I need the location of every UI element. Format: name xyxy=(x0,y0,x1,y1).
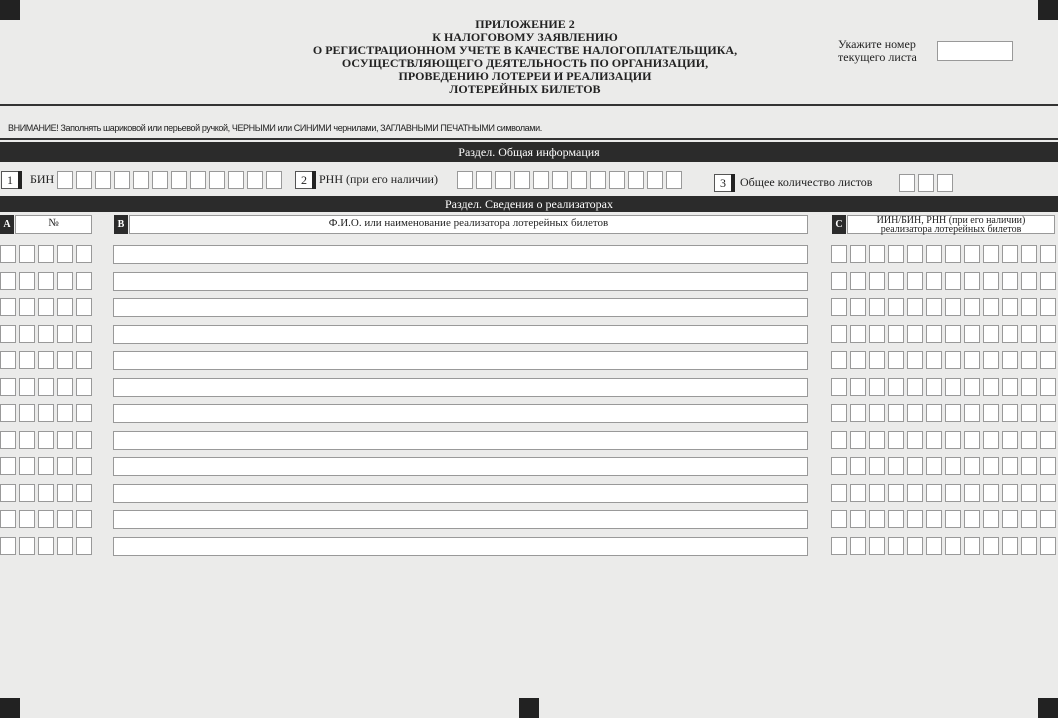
seller-id-cell[interactable] xyxy=(1002,351,1018,369)
seller-id-cell[interactable] xyxy=(945,298,961,316)
column-c-header xyxy=(847,215,1055,234)
seller-id-cell[interactable] xyxy=(983,484,999,502)
title-line: ПРИЛОЖЕНИЕ 2 xyxy=(475,17,575,31)
seller-id-cell[interactable] xyxy=(964,484,980,502)
seller-id-cell[interactable] xyxy=(831,404,847,422)
row-number-cell[interactable] xyxy=(57,537,73,555)
row-number-cell[interactable] xyxy=(38,378,54,396)
seller-id-cell[interactable] xyxy=(1040,510,1056,528)
sheets-count-cell[interactable] xyxy=(937,174,953,192)
seller-id-cell[interactable] xyxy=(850,484,866,502)
seller-id-cell[interactable] xyxy=(869,325,885,343)
seller-id-cell[interactable] xyxy=(983,298,999,316)
row-number-cell[interactable] xyxy=(0,272,16,290)
seller-id-cell[interactable] xyxy=(1040,537,1056,555)
seller-id-cell[interactable] xyxy=(1021,351,1037,369)
seller-id-cell[interactable] xyxy=(964,378,980,396)
row-number-cell[interactable] xyxy=(0,325,16,343)
rnn-cell[interactable] xyxy=(495,171,511,189)
row-number-cell[interactable] xyxy=(57,431,73,449)
seller-id-cell[interactable] xyxy=(926,404,942,422)
rnn-cell[interactable] xyxy=(571,171,587,189)
seller-id-cell[interactable] xyxy=(869,351,885,369)
seller-id-cell[interactable] xyxy=(983,431,999,449)
seller-id-cell[interactable] xyxy=(831,484,847,502)
warning-text: ВНИМАНИЕ! Заполнять шариковой или перьевой ручкой, ЧЕРНЫМИ или СИНИМИ чернилами, ЗАГЛАВНЫМИ ПЕЧАТНЫМИ символами. xyxy=(8,123,542,133)
row-number-cell[interactable] xyxy=(76,484,92,502)
row-number-cell[interactable] xyxy=(38,431,54,449)
row-number-cell[interactable] xyxy=(38,457,54,475)
seller-id-cell[interactable] xyxy=(983,272,999,290)
seller-id-cell[interactable] xyxy=(926,325,942,343)
bin-cell[interactable] xyxy=(114,171,130,189)
seller-id-cell[interactable] xyxy=(945,431,961,449)
column-b-marker: B xyxy=(114,215,128,234)
seller-id-cell[interactable] xyxy=(888,404,904,422)
seller-id-cell[interactable] xyxy=(926,272,942,290)
seller-id-cell[interactable] xyxy=(1040,351,1056,369)
row-number-cell[interactable] xyxy=(57,404,73,422)
seller-id-cell[interactable] xyxy=(1002,378,1018,396)
seller-id-cell[interactable] xyxy=(1021,245,1037,263)
title-line: ПРОВЕДЕНИЮ ЛОТЕРЕИ И РЕАЛИЗАЦИИ xyxy=(398,69,652,83)
seller-id-cell[interactable] xyxy=(1040,298,1056,316)
seller-id-cell[interactable] xyxy=(964,404,980,422)
seller-name-field[interactable] xyxy=(113,537,808,556)
seller-id-cell[interactable] xyxy=(1040,378,1056,396)
seller-id-cell[interactable] xyxy=(831,325,847,343)
row-number-cell[interactable] xyxy=(19,431,35,449)
seller-id-cell[interactable] xyxy=(831,298,847,316)
row-number-cell[interactable] xyxy=(19,457,35,475)
bin-label: БИН xyxy=(30,172,55,186)
bin-cell[interactable] xyxy=(190,171,206,189)
seller-id-cell[interactable] xyxy=(907,510,923,528)
field-number-1: 1 xyxy=(1,171,19,189)
seller-id-cell[interactable] xyxy=(1040,325,1056,343)
seller-name-field[interactable] xyxy=(113,378,808,397)
seller-name-field[interactable] xyxy=(113,298,808,317)
seller-id-cell[interactable] xyxy=(850,272,866,290)
row-number-cell[interactable] xyxy=(19,298,35,316)
corner-marker-top-left xyxy=(0,0,20,20)
section-general-header: Раздел. Общая информация xyxy=(0,142,1058,162)
bin-cell[interactable] xyxy=(266,171,282,189)
seller-name-field[interactable] xyxy=(113,272,808,291)
seller-id-cell[interactable] xyxy=(907,325,923,343)
seller-id-cell[interactable] xyxy=(907,351,923,369)
seller-id-cell[interactable] xyxy=(869,272,885,290)
column-a-header: № xyxy=(15,215,92,234)
row-number-cell[interactable] xyxy=(19,404,35,422)
seller-id-cell[interactable] xyxy=(945,404,961,422)
seller-name-field[interactable] xyxy=(113,245,808,264)
row-number-cell[interactable] xyxy=(57,272,73,290)
seller-id-cell[interactable] xyxy=(926,537,942,555)
seller-id-cell[interactable] xyxy=(907,457,923,475)
rnn-label: РНН (при его наличии) xyxy=(319,172,438,186)
seller-id-cell[interactable] xyxy=(964,298,980,316)
sheet-number-field[interactable] xyxy=(937,41,1013,61)
field-number-3: 3 xyxy=(714,174,732,192)
seller-id-cell[interactable] xyxy=(888,245,904,263)
rnn-cell[interactable] xyxy=(514,171,530,189)
seller-name-field[interactable] xyxy=(113,325,808,344)
row-number-cell[interactable] xyxy=(0,351,16,369)
seller-name-field[interactable] xyxy=(113,510,808,529)
seller-id-cell[interactable] xyxy=(850,351,866,369)
bin-cell[interactable] xyxy=(152,171,168,189)
seller-id-cell[interactable] xyxy=(1002,484,1018,502)
row-number-cell[interactable] xyxy=(76,325,92,343)
seller-id-cell[interactable] xyxy=(850,431,866,449)
seller-id-cell[interactable] xyxy=(888,431,904,449)
seller-id-cell[interactable] xyxy=(869,378,885,396)
seller-id-cell[interactable] xyxy=(888,484,904,502)
seller-id-cell[interactable] xyxy=(869,537,885,555)
seller-id-cell[interactable] xyxy=(888,457,904,475)
row-number-cell[interactable] xyxy=(76,457,92,475)
seller-id-cell[interactable] xyxy=(964,537,980,555)
seller-id-cell[interactable] xyxy=(831,245,847,263)
row-number-cell[interactable] xyxy=(0,298,16,316)
bin-cell[interactable] xyxy=(76,171,92,189)
seller-id-cell[interactable] xyxy=(1021,325,1037,343)
seller-id-cell[interactable] xyxy=(945,351,961,369)
sheet-label-line: текущего листа xyxy=(838,50,917,64)
seller-id-cell[interactable] xyxy=(1002,325,1018,343)
rnn-cell[interactable] xyxy=(457,171,473,189)
seller-id-cell[interactable] xyxy=(888,378,904,396)
seller-id-cell[interactable] xyxy=(869,404,885,422)
row-number-cell[interactable] xyxy=(0,510,16,528)
seller-id-cell[interactable] xyxy=(1040,272,1056,290)
seller-id-cell[interactable] xyxy=(907,272,923,290)
seller-id-cell[interactable] xyxy=(1021,484,1037,502)
seller-id-cell[interactable] xyxy=(926,457,942,475)
row-number-cell[interactable] xyxy=(19,484,35,502)
form-title xyxy=(300,18,750,96)
seller-id-cell[interactable] xyxy=(850,510,866,528)
seller-id-cell[interactable] xyxy=(869,510,885,528)
row-number-cell[interactable] xyxy=(0,457,16,475)
row-number-cell[interactable] xyxy=(38,298,54,316)
seller-id-cell[interactable] xyxy=(907,484,923,502)
row-number-cell[interactable] xyxy=(57,298,73,316)
seller-name-field[interactable] xyxy=(113,484,808,503)
seller-id-cell[interactable] xyxy=(983,510,999,528)
row-number-cell[interactable] xyxy=(57,484,73,502)
bin-cell[interactable] xyxy=(228,171,244,189)
row-number-cell[interactable] xyxy=(19,325,35,343)
seller-id-cell[interactable] xyxy=(831,510,847,528)
seller-id-cell[interactable] xyxy=(926,245,942,263)
seller-id-cell[interactable] xyxy=(907,378,923,396)
title-line: ЛОТЕРЕЙНЫХ БИЛЕТОВ xyxy=(449,82,601,96)
seller-id-cell[interactable] xyxy=(831,457,847,475)
bin-cell[interactable] xyxy=(133,171,149,189)
seller-id-cell[interactable] xyxy=(983,457,999,475)
seller-id-cell[interactable] xyxy=(983,245,999,263)
seller-id-cell[interactable] xyxy=(850,298,866,316)
seller-name-field[interactable] xyxy=(113,431,808,450)
row-number-cell[interactable] xyxy=(19,351,35,369)
seller-id-cell[interactable] xyxy=(831,272,847,290)
rnn-cell[interactable] xyxy=(666,171,682,189)
rnn-cell[interactable] xyxy=(609,171,625,189)
seller-id-cell[interactable] xyxy=(850,404,866,422)
column-a-marker: A xyxy=(0,215,14,234)
seller-id-cell[interactable] xyxy=(1040,457,1056,475)
seller-id-cell[interactable] xyxy=(1021,378,1037,396)
row-number-cell[interactable] xyxy=(38,325,54,343)
sheet-label-line: Укажите номер xyxy=(838,37,916,51)
seller-id-cell[interactable] xyxy=(888,298,904,316)
row-number-cell[interactable] xyxy=(57,457,73,475)
seller-id-cell[interactable] xyxy=(1002,404,1018,422)
seller-id-cell[interactable] xyxy=(964,510,980,528)
row-number-cell[interactable] xyxy=(0,404,16,422)
row-number-cell[interactable] xyxy=(0,537,16,555)
seller-id-cell[interactable] xyxy=(1040,245,1056,263)
seller-id-cell[interactable] xyxy=(888,272,904,290)
seller-id-cell[interactable] xyxy=(926,298,942,316)
seller-id-cell[interactable] xyxy=(831,431,847,449)
rnn-cell[interactable] xyxy=(590,171,606,189)
seller-id-cell[interactable] xyxy=(983,537,999,555)
seller-name-field[interactable] xyxy=(113,351,808,370)
seller-id-cell[interactable] xyxy=(850,378,866,396)
row-number-cell[interactable] xyxy=(57,510,73,528)
seller-id-cell[interactable] xyxy=(1002,510,1018,528)
seller-id-cell[interactable] xyxy=(850,325,866,343)
seller-id-cell[interactable] xyxy=(983,404,999,422)
title-line: О РЕГИСТРАЦИОННОМ УЧЕТЕ В КАЧЕСТВЕ НАЛОГОПЛАТЕЛЬЩИКА, xyxy=(312,43,738,57)
row-number-cell[interactable] xyxy=(0,378,16,396)
seller-id-cell[interactable] xyxy=(983,351,999,369)
row-number-cell[interactable] xyxy=(38,484,54,502)
row-number-cell[interactable] xyxy=(19,537,35,555)
seller-id-cell[interactable] xyxy=(926,484,942,502)
rnn-cell[interactable] xyxy=(628,171,644,189)
row-number-cell[interactable] xyxy=(0,484,16,502)
row-number-cell[interactable] xyxy=(19,245,35,263)
row-number-cell[interactable] xyxy=(76,431,92,449)
seller-id-cell[interactable] xyxy=(1021,431,1037,449)
column-c-header-line: ИИН/БИН, РНН (при его наличии) xyxy=(876,215,1026,226)
seller-id-cell[interactable] xyxy=(926,351,942,369)
bin-cell[interactable] xyxy=(247,171,263,189)
rnn-cell[interactable] xyxy=(533,171,549,189)
corner-marker-bottom-center xyxy=(519,698,539,718)
row-number-cell[interactable] xyxy=(57,245,73,263)
row-number-cell[interactable] xyxy=(76,298,92,316)
seller-id-cell[interactable] xyxy=(964,325,980,343)
seller-id-cell[interactable] xyxy=(869,457,885,475)
seller-id-cell[interactable] xyxy=(1040,404,1056,422)
seller-id-cell[interactable] xyxy=(831,351,847,369)
seller-id-cell[interactable] xyxy=(1021,272,1037,290)
corner-marker-bottom-left xyxy=(0,698,20,718)
row-number-cell[interactable] xyxy=(0,431,16,449)
divider xyxy=(0,104,1058,106)
seller-id-cell[interactable] xyxy=(926,510,942,528)
row-number-cell[interactable] xyxy=(19,510,35,528)
seller-id-cell[interactable] xyxy=(907,431,923,449)
row-number-cell[interactable] xyxy=(19,378,35,396)
row-number-cell[interactable] xyxy=(76,378,92,396)
seller-id-cell[interactable] xyxy=(945,537,961,555)
seller-id-cell[interactable] xyxy=(1021,457,1037,475)
seller-id-cell[interactable] xyxy=(945,245,961,263)
section-sellers-header: Раздел. Сведения о реализаторах xyxy=(0,196,1058,212)
seller-id-cell[interactable] xyxy=(831,378,847,396)
row-number-cell[interactable] xyxy=(76,272,92,290)
row-number-cell[interactable] xyxy=(57,378,73,396)
row-number-cell[interactable] xyxy=(38,537,54,555)
seller-id-cell[interactable] xyxy=(850,245,866,263)
seller-id-cell[interactable] xyxy=(869,431,885,449)
seller-id-cell[interactable] xyxy=(888,510,904,528)
row-number-cell[interactable] xyxy=(57,325,73,343)
title-line: К НАЛОГОВОМУ ЗАЯВЛЕНИЮ xyxy=(432,30,618,44)
corner-marker-top-right xyxy=(1038,0,1058,20)
seller-name-field[interactable] xyxy=(113,404,808,423)
bin-cell[interactable] xyxy=(57,171,73,189)
seller-name-field[interactable] xyxy=(113,457,808,476)
rnn-cell[interactable] xyxy=(476,171,492,189)
row-number-cell[interactable] xyxy=(38,404,54,422)
seller-id-cell[interactable] xyxy=(964,431,980,449)
seller-id-cell[interactable] xyxy=(1002,245,1018,263)
sheets-count-cell[interactable] xyxy=(918,174,934,192)
row-number-cell[interactable] xyxy=(38,245,54,263)
column-b-header: Ф.И.О. или наименование реализатора лотерейных билетов xyxy=(129,215,808,234)
seller-id-cell[interactable] xyxy=(1002,457,1018,475)
seller-id-cell[interactable] xyxy=(926,431,942,449)
seller-id-cell[interactable] xyxy=(964,245,980,263)
seller-id-cell[interactable] xyxy=(888,325,904,343)
seller-id-cell[interactable] xyxy=(1002,298,1018,316)
seller-id-cell[interactable] xyxy=(888,351,904,369)
column-c-header-line: реализатора лотерейных билетов xyxy=(880,224,1022,235)
seller-id-cell[interactable] xyxy=(964,457,980,475)
row-number-cell[interactable] xyxy=(76,404,92,422)
rnn-cell[interactable] xyxy=(552,171,568,189)
seller-id-cell[interactable] xyxy=(945,484,961,502)
seller-id-cell[interactable] xyxy=(1002,537,1018,555)
seller-id-cell[interactable] xyxy=(983,378,999,396)
title-line: ОСУЩЕСТВЛЯЮЩЕГО ДЕЯТЕЛЬНОСТЬ ПО ОРГАНИЗАЦИИ, xyxy=(341,56,709,70)
sheet-number-label xyxy=(838,38,917,64)
seller-id-cell[interactable] xyxy=(850,457,866,475)
seller-id-cell[interactable] xyxy=(907,298,923,316)
bin-cell[interactable] xyxy=(209,171,225,189)
seller-id-cell[interactable] xyxy=(1021,404,1037,422)
seller-id-cell[interactable] xyxy=(945,510,961,528)
seller-id-cell[interactable] xyxy=(964,272,980,290)
column-c-marker: C xyxy=(832,215,846,234)
seller-id-cell[interactable] xyxy=(964,351,980,369)
seller-id-cell[interactable] xyxy=(1021,510,1037,528)
seller-id-cell[interactable] xyxy=(831,537,847,555)
bin-cell[interactable] xyxy=(95,171,111,189)
seller-id-cell[interactable] xyxy=(1002,272,1018,290)
row-number-cell[interactable] xyxy=(0,245,16,263)
seller-id-cell[interactable] xyxy=(1021,298,1037,316)
divider xyxy=(0,138,1058,140)
seller-id-cell[interactable] xyxy=(1040,484,1056,502)
seller-id-cell[interactable] xyxy=(888,537,904,555)
seller-id-cell[interactable] xyxy=(983,325,999,343)
seller-id-cell[interactable] xyxy=(1040,431,1056,449)
row-number-cell[interactable] xyxy=(38,272,54,290)
seller-id-cell[interactable] xyxy=(907,537,923,555)
seller-id-cell[interactable] xyxy=(945,325,961,343)
seller-id-cell[interactable] xyxy=(869,245,885,263)
row-number-cell[interactable] xyxy=(38,510,54,528)
row-number-cell[interactable] xyxy=(57,351,73,369)
seller-id-cell[interactable] xyxy=(1002,431,1018,449)
seller-id-cell[interactable] xyxy=(907,404,923,422)
seller-id-cell[interactable] xyxy=(945,378,961,396)
row-number-cell[interactable] xyxy=(76,245,92,263)
seller-id-cell[interactable] xyxy=(926,378,942,396)
seller-id-cell[interactable] xyxy=(907,245,923,263)
sheets-count-cell[interactable] xyxy=(899,174,915,192)
row-number-cell[interactable] xyxy=(76,510,92,528)
rnn-cell[interactable] xyxy=(647,171,663,189)
row-number-cell[interactable] xyxy=(76,351,92,369)
seller-id-cell[interactable] xyxy=(869,484,885,502)
seller-id-cell[interactable] xyxy=(1021,537,1037,555)
seller-id-cell[interactable] xyxy=(945,272,961,290)
bin-cell[interactable] xyxy=(171,171,187,189)
row-number-cell[interactable] xyxy=(76,537,92,555)
seller-id-cell[interactable] xyxy=(869,298,885,316)
corner-marker-bottom-right xyxy=(1038,698,1058,718)
seller-id-cell[interactable] xyxy=(850,537,866,555)
field-number-2: 2 xyxy=(295,171,313,189)
sheets-count-label: Общее количество листов xyxy=(740,175,873,189)
row-number-cell[interactable] xyxy=(19,272,35,290)
seller-id-cell[interactable] xyxy=(945,457,961,475)
row-number-cell[interactable] xyxy=(38,351,54,369)
